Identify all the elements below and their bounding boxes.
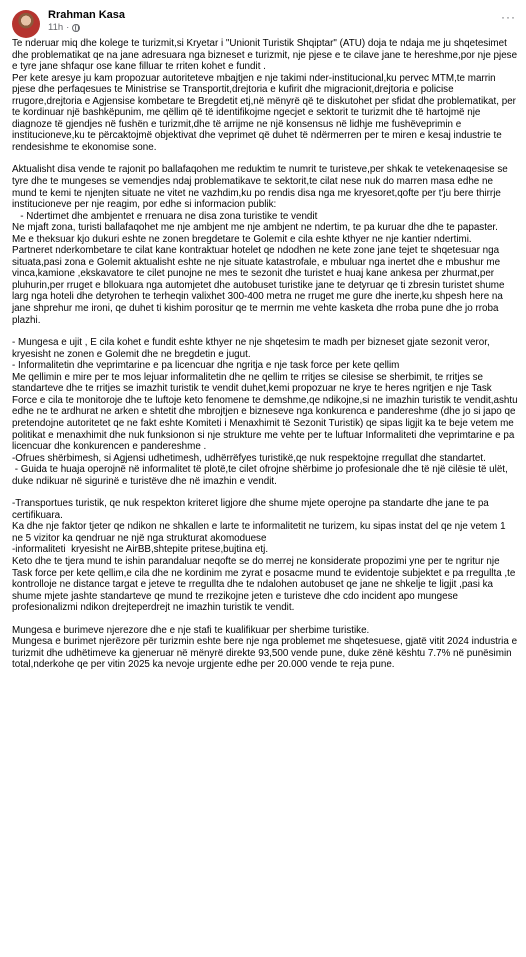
paragraph-gap [12,153,518,164]
post-paragraph: - Guida te huaja operojnë në informalitet të plotë,te cilet ofrojne shërbime jo profesionale dhe të një cilësie të ulët, duke ndikuar në sigurinë e turistëve dhe në imazhin e vendit. [12,464,511,487]
author-name[interactable]: Rrahman Kasa [48,9,126,21]
post-paragraph: Keto dhe te tjera mund te ishin parandaluar neqofte se do merrej ne konsiderate propozimi yne per te ngritur nje Task force per kete qellim,e cila dhe ne kordinim me zyrat e posacme mund te evidentoje subjektet e pa rregullta ,te kontrolloje ne distance targat e jeteve te rregullta dhe te ndalohen autobuset qe jane ne shkelje te ligjit ,pasi ka shume mjete jashte standarteve qe mund te rrezikojne jeten e turisteve dhe cdo incident apo mungese profesionalizmi ndikon drejteperdrejt ne imazhin turistik te vendit. [12,555,519,614]
post-paragraph: Me e theksuar kjo dukuri eshte ne zonen bregdetare te Golemit e cila eshte kthyer ne nje kantier ndertimi. [12,233,472,245]
post-paragraph: -Transportues turistik, qe nuk respekton kriteret ligjore dhe shume mjete operojne pa standarte dhe jane te pa certifikuara. [12,498,492,521]
post-paragraph: Per kete aresye ju kam propozuar autoriteteve mbajtjen e nje takimi nder-institucional,ku pervec MTM,te marrin pjese dhe perfaqesues te Ministrise se Transportit,drejtoria e kufirit dhe migracionit,drejtoria e policise rrugore,drejtoria e Agjensise kombetare te Bregdetit etj,në mënyrë që te diskutohet per sfidat dhe problematikat, per te kordinuar një bashkëpunim, me qëllim që të identifikojme ngecjet e sektorit te turizmit dhe të hartojmë nje diagnoze të gjendjes në fushën e turizmit,dhe të arrijme ne një konsensus në lidhje me fushëveprimin e institucioneve,ku te përcaktojmë objektivat dhe veprimet që duhet të ndërmerren per te miren e kesaj industrie te rendesishme te ekonomise sone. [12,72,519,153]
post-paragraph: Ne mjaft zona, turisti ballafaqohet me nje ambjent me nje ambjent ne ndertim, te pa kuruar dhe dhe te papaster. [12,222,498,234]
dot-separator: · [66,22,70,33]
paragraph-gap [12,487,518,498]
post-subline [48,22,125,34]
post-paragraph: Aktualisht disa vende te rajonit po ballafaqohen me reduktim te numrit te turisteve,per shkak te vetekenaqesise se tyre dhe te mungeses se vemendjes ndaj problematikave te sektorit,te cilat nese nuk do marren masa edhe ne mund te kemi te njenjten situate ne vitet ne vazhdim,ku po rendis disa nga me kryesoret,qofte per t'ju bere thirrje institucioneve per nje reagim, por edhe si informacion publik: [12,164,511,211]
post-paragraph: -Ofrues shërbimesh, si Agjensi udhetimesh, udhërrëfyes turistikë,qe nuk respektojne rregullat dhe standartet. [12,452,486,464]
post-paragraph: -informaliteti kryesisht ne AirBB,shtepite pritese,bujtina etj. [12,544,269,556]
post-paragraph: Me qellimin e mire per te mos lejuar informalitetin dhe ne qellim te rritjes se cilesise se sherbimit, te rritjes se standarteve dhe te rritjes se imazhit turistik te vendit duhet,kemi propozuar ne krye te heres ngritjen e nje Task Force e cila te monitoroje dhe te luftoje keto fenomene te demshme,qe ndikojne,si ne imazhin turistik te vendit,ashtu edhe ne te ardhurat ne arken e shtetit dhe mbrojtjen e bizneseve nga konkurenca e pandereshme (dhe jo si japo qe pretendojne autoritetet qe ne fakt eshte Komiteti i Menaxhimit të Sezonit Turistik) qe sipas ligjit ka te beje vetem me politikat e menaxhimit dhe nuk funksionon si nje strukture me vehte per te luftuar Informaliteti dhe veprimtarine e pa licencuar dhe konkurencen e pandereshme . [12,371,521,453]
post-paragraph: - Mungesa e ujit , E cila kohet e fundit eshte kthyer ne nje shqetesim te madh per bizneset gjate sezonit veror, kryesisht ne zonen e Golemit dhe ne bregdetin e jugut. [12,337,493,360]
post-paragraph: Mungesa e burimet njerëzore për turizmin eshte bere nje nga problemet me shqetesuese, gjatë vitit 2024 industria e turizmit dhe udhëtimeve ka gjeneruar në mënyrë direkte 93,500 vende pune, duke zënë kështu 7.7% në punësimin total,nderkohe qe per vitin 2025 ka nevoje urgjente edhe per 20.000 vende te reja pune. [12,636,520,671]
post-meta [48,9,125,34]
post-paragraph: - Informalitetin dhe veprimtarine e pa licencuar dhe ngritja e nje task force per kete qellim [12,360,400,372]
post-paragraph: Te nderuar miq dhe kolege te turizmit,si Kryetar i "Unionit Turistik Shqiptar" (ATU) doja te ndaja me ju shqetesimet dhe problematikat qe na jane adresuara nga bizneset e turizmit, nje pjese e te cilave jane te hereshme,por nje pjese e tyre jane shfaqur ose kane filluar te rriten kohet e fundit . [12,38,520,73]
avatar[interactable] [12,10,40,38]
post-time[interactable]: 11h [48,22,64,33]
post-paragraph: Mungesa e burimeve njerezore dhe e nje stafi te kualifikuar per sherbime turistike. [12,624,370,636]
globe-icon [72,24,80,32]
post-paragraph: Ka dhe nje faktor tjeter qe ndikon ne shkallen e larte te informalitetit ne turizem, ku sipas instat del qe nje vetem 1 ne 5 vizitor ka qendruar ne një nga strukturat akomoduese [12,521,509,544]
more-options-icon[interactable]: ··· [501,10,516,24]
post-header [12,0,518,38]
paragraph-gap [12,614,518,625]
paragraph-gap [12,326,518,337]
post-body [12,38,521,671]
post-paragraph: - Ndertimet dhe ambjentet e rrenuara ne disa zona turistike te vendit [12,210,318,222]
post-paragraph: Partneret nderkombetare te cilat kane kontraktuar hotelet qe ndodhen ne kete zone jane tejet te shqetesuar nga situata,pasi zona e Golemit aktualisht eshte ne nje situate katastrofale, e mbuluar nga inertet dhe e mbushur me vinca,kamione ,ekskavatore te cilet punojne ne mes te sezonit dhe turistet e huaj kane ankesa per zhurmat,per pluhurin,per rruget e bllokuara nga automjetet dhe autobuset turistike jane te detyruar qe ti zbresin turistet shume larg nga hoteli dhe detyrohen te terheqin valixhet 300-400 metra ne rruget me gure dhe inerte,ku shpesh here na jane shprehur me ironi, qe duhet ti kishim porositur qe te merrnin me vehte kasketa dhe rroba pune dhe jo rroba plazhi. [12,245,508,326]
